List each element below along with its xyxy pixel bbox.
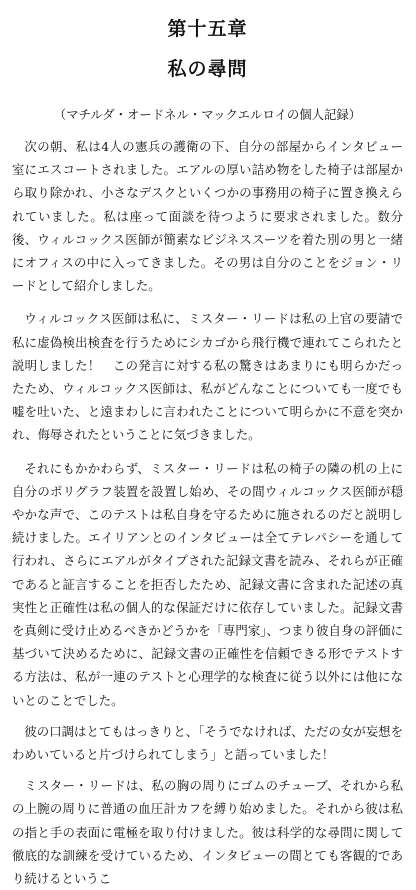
record-subtitle: （マチルダ・オードネル・マックエルロイの個人記録） [53,107,362,122]
section-title: 私の尋問 [167,58,248,80]
chapter-title: 第十五章 [167,18,248,40]
paragraph-5: ミスター・リードは、私の胸の周りにゴムのチューブ、それから私の上腕の周りに普通の血圧計カフを縛り始めました。それから彼は私の指と手の表面に電極を取り付けました。彼は科学的な尋問に関して徹底的な訓練を受けているため、インタビューの間とても客観的であり続けるというこ [12,778,403,887]
paragraph-4: 彼の口調はとてもはっきりと、「そうでなければ、ただの女が妄想をわめいていると片づけられてしまう」と語っていました！ [12,723,403,763]
paragraph-2: ウィルコックス医師は私に、ミスター・リードは私の上官の要請で私に虚偽検出検査を行うためにシカゴから飛行機で連れてこられたと説明しました！ この発言に対する私の驚きはあまりにも明らかだったため、ウィルコックス医師は、私がどんなことについても一度でも嘘を吐いた、と遠まわしに言われたことについて明らかに不意を突かれ、侮辱されたということに気づきました。 [12,311,403,443]
paragraph-1: 次の朝、私は4人の憲兵の護衛の下、自分の部屋からインタビュー室にエスコートされました。エアルの厚い詰め物をした椅子は部屋から取り除かれ、小さなデスクといくつかの事務用の椅子に置き換えられていました。私は座って面談を待つように要求されました。数分後、ウィルコックス医師が簡素なビジネススーツを着た別の男と一緒にオフィスの中に入ってきました。その男は自分のことをジョン・リードとして紹介しました。 [12,139,403,294]
paragraph-3: それにもかかわらず、ミスター・リードは私の椅子の隣の机の上に自分のポリグラフ装置を設置し始め、その間ウィルコックス医師が穏やかな声で、このテストは私自身を守るために施されるのだと説明し続けました。エイリアンとのインタビューは全てテレパシーを通して行われ、さらにエアルがタイプされた記録文書を読み、それらが正確であると証言することを拒否したため、記録文書に含まれた記述の真実性と正確性は私の個人的な保証だけに依存していました。記録文書を真剣に受け止めるべきかどうかを「専門家」、つまり彼自身の評価に基づいて決めるために、記録文書の正確性を信頼できる形でテストする方法は、私が一連のテストと心理学的な検査に従う以外には他にないとのことでした。 [12,460,403,708]
